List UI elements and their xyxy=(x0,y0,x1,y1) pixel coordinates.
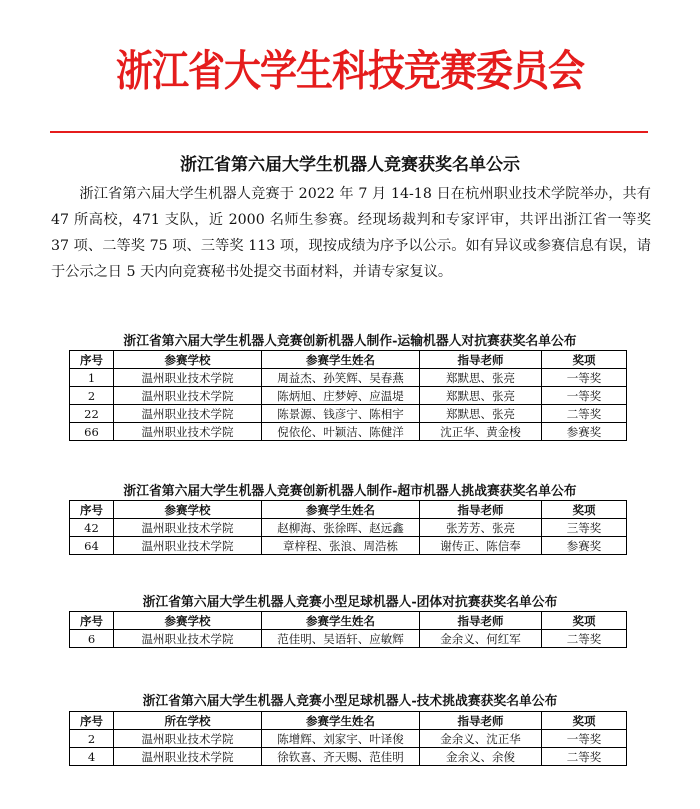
cell-advisors: 张芳芳、张亮 xyxy=(420,519,542,537)
cell-students: 范佳明、吴语轩、应敏辉 xyxy=(262,630,420,648)
col-header-number: 序号 xyxy=(70,501,114,519)
col-header-students: 参赛学生姓名 xyxy=(262,612,420,630)
cell-number: 66 xyxy=(70,423,114,441)
section-title-soccer-tech: 浙江省第六届大学生机器人竞赛小型足球机器人-技术挑战赛获奖名单公布 xyxy=(142,694,558,709)
cell-advisors: 沈正华、黄金梭 xyxy=(420,423,542,441)
cell-school: 温州职业技术学院 xyxy=(114,519,262,537)
col-header-students: 参赛学生姓名 xyxy=(262,501,420,519)
col-header-school: 参赛学校 xyxy=(114,612,262,630)
cell-award: 三等奖 xyxy=(542,519,627,537)
cell-advisors: 金余义、余俊 xyxy=(420,748,542,766)
intro-paragraph xyxy=(51,181,651,285)
intro-text: 浙江省第六届大学生机器人竞赛于 2022 年 7 月 14-18 日在杭州职业技术学院举办，共有 47 所高校，471 支队，近 2000 名师生参赛。经现场裁判和专家评审，共评出浙江省一等奖 37 项、二等奖 75 项、三等奖 113 项，现按成绩为序予以公示。如有异议或参赛信息有误，请于公示之日 5 天内向竞赛秘书处提交书面材料，并请专家复议。 xyxy=(51,186,651,280)
col-header-number: 序号 xyxy=(70,712,114,730)
cell-award: 二等奖 xyxy=(542,748,627,766)
col-header-award: 奖项 xyxy=(542,351,627,369)
cell-advisors: 金余义、沈正华 xyxy=(420,730,542,748)
cell-number: 2 xyxy=(70,387,114,405)
table-row xyxy=(70,630,627,648)
award-table-soccer-team xyxy=(69,611,627,648)
cell-students: 陈增辉、刘家宇、叶译俊 xyxy=(262,730,420,748)
table-row xyxy=(70,730,627,748)
cell-number: 2 xyxy=(70,730,114,748)
cell-students: 徐钦喜、齐天赐、范佳明 xyxy=(262,748,420,766)
table-header-row xyxy=(70,612,627,630)
col-header-number: 序号 xyxy=(70,612,114,630)
cell-students: 章梓程、张浪、周浩栋 xyxy=(262,537,420,555)
header-divider xyxy=(50,131,648,133)
table-row xyxy=(70,423,627,441)
cell-advisors: 郑默思、张亮 xyxy=(420,369,542,387)
cell-award: 一等奖 xyxy=(542,369,627,387)
cell-number: 1 xyxy=(70,369,114,387)
col-header-award: 奖项 xyxy=(542,501,627,519)
cell-award: 一等奖 xyxy=(542,387,627,405)
table-row xyxy=(70,369,627,387)
col-header-advisors: 指导老师 xyxy=(420,712,542,730)
cell-number: 4 xyxy=(70,748,114,766)
cell-advisors: 金余义、何红军 xyxy=(420,630,542,648)
table-header-row xyxy=(70,712,627,730)
cell-school: 温州职业技术学院 xyxy=(114,405,262,423)
award-table-supermarket xyxy=(69,500,627,555)
cell-number: 42 xyxy=(70,519,114,537)
table-row xyxy=(70,387,627,405)
cell-school: 温州职业技术学院 xyxy=(114,369,262,387)
cell-number: 6 xyxy=(70,630,114,648)
table-row xyxy=(70,748,627,766)
award-table-soccer-tech xyxy=(69,711,627,766)
cell-number: 22 xyxy=(70,405,114,423)
cell-award: 参赛奖 xyxy=(542,537,627,555)
col-header-students: 参赛学生姓名 xyxy=(262,351,420,369)
award-table-transport xyxy=(69,350,627,441)
cell-school: 温州职业技术学院 xyxy=(114,387,262,405)
cell-school: 温州职业技术学院 xyxy=(114,730,262,748)
cell-school: 温州职业技术学院 xyxy=(114,537,262,555)
col-header-advisors: 指导老师 xyxy=(420,501,542,519)
cell-advisors: 郑默思、张亮 xyxy=(420,405,542,423)
table-row xyxy=(70,519,627,537)
section-title-soccer-team: 浙江省第六届大学生机器人竞赛小型足球机器人-团体对抗赛获奖名单公布 xyxy=(142,595,558,610)
cell-advisors: 谢传正、陈信奉 xyxy=(420,537,542,555)
table-row xyxy=(70,405,627,423)
cell-number: 64 xyxy=(70,537,114,555)
cell-students: 陈炳旭、庄梦婷、应温堤 xyxy=(262,387,420,405)
table-header-row xyxy=(70,501,627,519)
col-header-number: 序号 xyxy=(70,351,114,369)
cell-award: 一等奖 xyxy=(542,730,627,748)
table-header-row xyxy=(70,351,627,369)
cell-students: 陈景源、钱彦宁、陈相宇 xyxy=(262,405,420,423)
col-header-school: 参赛学校 xyxy=(114,351,262,369)
col-header-school: 所在学校 xyxy=(114,712,262,730)
section-title-supermarket: 浙江省第六届大学生机器人竞赛创新机器人制作-超市机器人挑战赛获奖名单公布 xyxy=(123,484,577,499)
cell-students: 周益杰、孙笑辉、吴春燕 xyxy=(262,369,420,387)
col-header-advisors: 指导老师 xyxy=(420,351,542,369)
cell-school: 温州职业技术学院 xyxy=(114,423,262,441)
cell-award: 二等奖 xyxy=(542,405,627,423)
cell-school: 温州职业技术学院 xyxy=(114,630,262,648)
table-row xyxy=(70,537,627,555)
cell-award: 参赛奖 xyxy=(542,423,627,441)
col-header-school: 参赛学校 xyxy=(114,501,262,519)
col-header-award: 奖项 xyxy=(542,712,627,730)
section-title-transport: 浙江省第六届大学生机器人竞赛创新机器人制作-运输机器人对抗赛获奖名单公布 xyxy=(123,334,577,349)
cell-award: 二等奖 xyxy=(542,630,627,648)
col-header-students: 参赛学生姓名 xyxy=(262,712,420,730)
cell-students: 倪依伦、叶颖洁、陈健洋 xyxy=(262,423,420,441)
cell-advisors: 郑默思、张亮 xyxy=(420,387,542,405)
org-masthead: 浙江省大学生科技竞赛委员会 xyxy=(116,46,584,96)
cell-school: 温州职业技术学院 xyxy=(114,748,262,766)
col-header-advisors: 指导老师 xyxy=(420,612,542,630)
col-header-award: 奖项 xyxy=(542,612,627,630)
document-title: 浙江省第六届大学生机器人竞赛获奖名单公示 xyxy=(180,155,520,175)
cell-students: 赵柳海、张徐晖、赵远鑫 xyxy=(262,519,420,537)
